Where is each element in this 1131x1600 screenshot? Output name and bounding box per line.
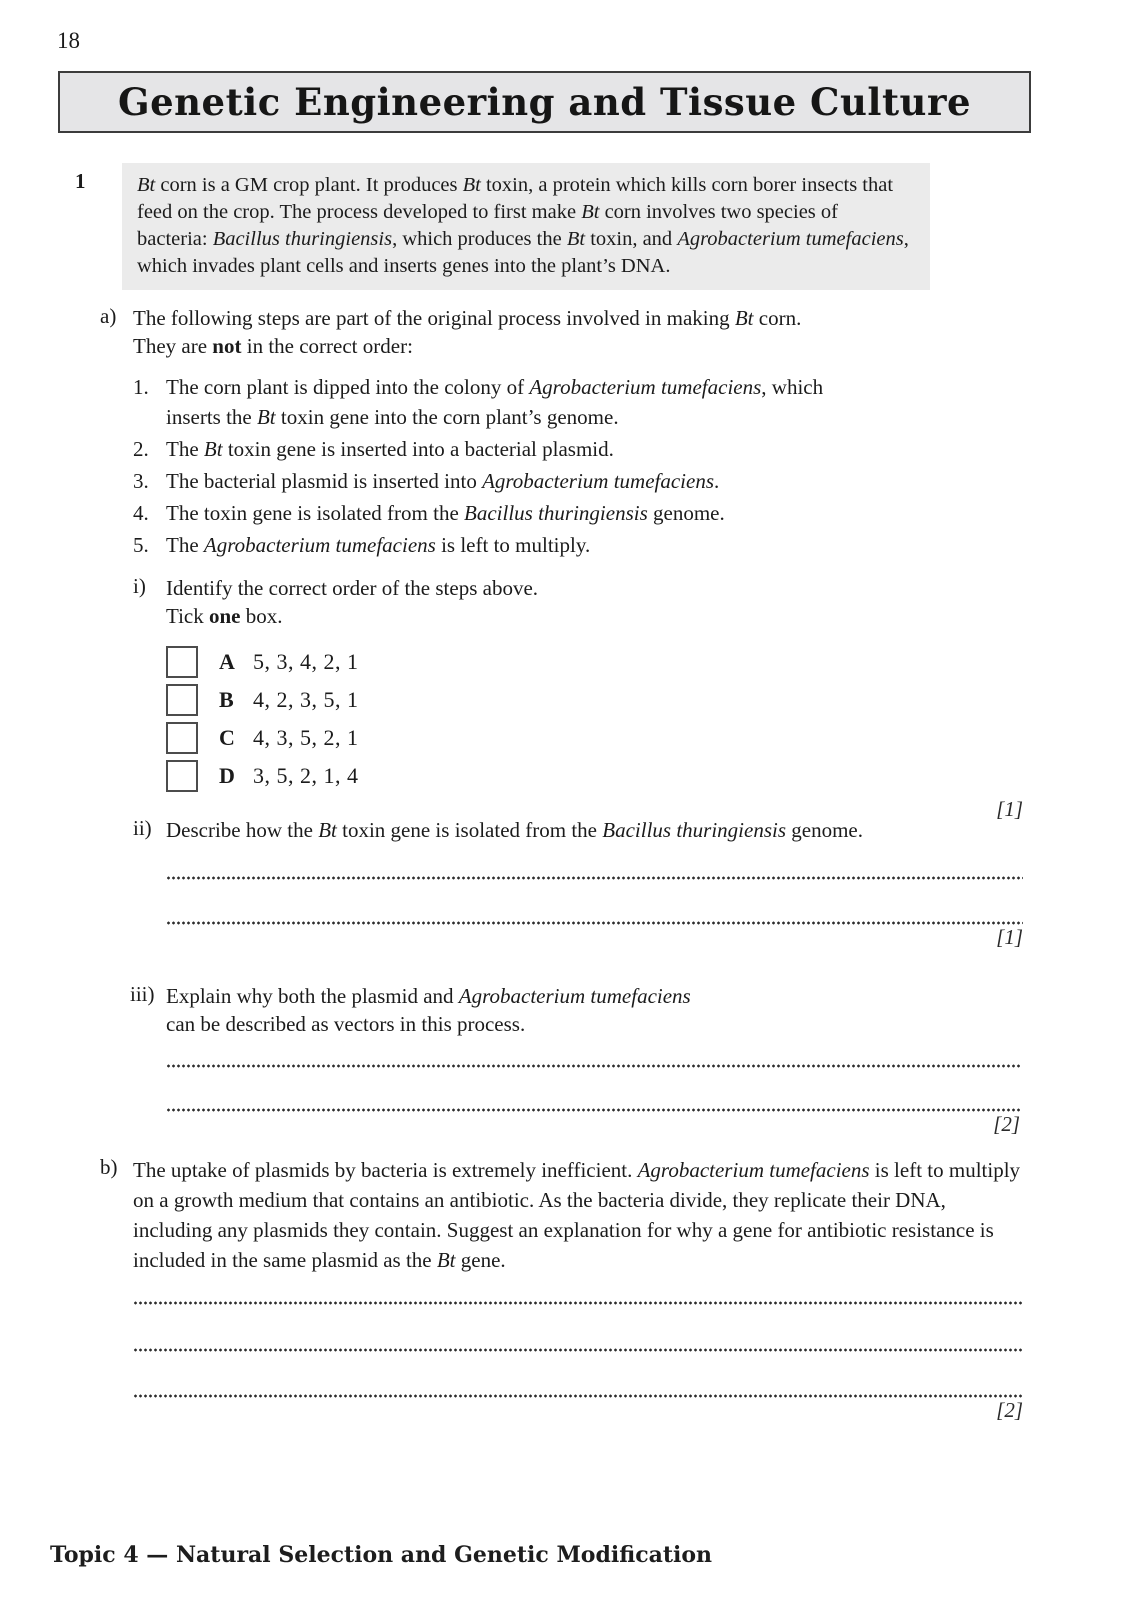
step-text: The corn plant is dipped into the colony of Agrobacterium tumefaciens, which inserts the Bt toxin gene into the corn plant’s genome. [166, 375, 824, 429]
step-text: The Agrobacterium tumefaciens is left to multiply. [166, 533, 591, 557]
step-item-3 [133, 466, 1023, 496]
part-i-label: i) [133, 574, 146, 598]
mark-part-b: [2] [996, 1398, 1023, 1422]
option-letter: C [219, 724, 235, 750]
answer-line[interactable] [133, 1275, 1023, 1305]
part-a [100, 304, 1023, 360]
part-iii [130, 982, 1020, 1136]
part-i-tick-instruction: Tick one box. [166, 604, 283, 628]
part-ii-prompt: Describe how the Bt toxin gene is isolated from the Bacillus thuringiensis genome. [166, 818, 863, 842]
mark-part-iii: [2] [993, 1112, 1020, 1136]
option-checkbox-c[interactable] [166, 722, 198, 754]
part-ii [133, 816, 1023, 949]
question-intro-box [122, 163, 930, 290]
option-letter: D [219, 762, 235, 788]
option-checkbox-a[interactable] [166, 646, 198, 678]
option-value: 3, 5, 2, 1, 4 [253, 762, 359, 788]
option-value: 5, 3, 4, 2, 1 [253, 648, 359, 674]
part-b-prompt: The uptake of plasmids by bacteria is extremely inefficient. Agrobacterium tumefaciens is left to multiply on a growth medium that contains an antibiotic. As the bacteria divide, they replicate their DNA, including any plasmids they contain. Suggest an explanation for why a gene for antibiotic resistance is included in the same plasmid as the Bt gene. [133, 1158, 1021, 1272]
options-list [166, 645, 1023, 792]
option-row-c [166, 721, 1023, 754]
option-row-a [166, 645, 1023, 678]
answer-line[interactable] [133, 1305, 1023, 1352]
mark-part-i: [1] [996, 797, 1023, 821]
step-number: 1. [133, 375, 149, 399]
option-row-b [166, 683, 1023, 716]
step-item-1 [133, 372, 1023, 432]
answer-line[interactable] [133, 1352, 1023, 1398]
option-checkbox-b[interactable] [166, 684, 198, 716]
option-value: 4, 2, 3, 5, 1 [253, 686, 359, 712]
steps-list [133, 372, 1023, 562]
part-iii-prompt-line2: can be described as vectors in this process. [166, 1012, 526, 1036]
answer-line[interactable] [166, 1038, 1020, 1068]
title-banner [58, 71, 1031, 133]
part-iii-prompt-line1: Explain why both the plasmid and Agrobacterium tumefaciens [166, 984, 691, 1008]
part-ii-label: ii) [133, 816, 152, 840]
page-number: 18 [57, 28, 80, 53]
part-a-label: a) [100, 304, 117, 328]
topic-footer: Topic 4 — Natural Selection and Genetic Modification [50, 1542, 713, 1568]
answer-line[interactable] [166, 1068, 1020, 1112]
step-number: 5. [133, 533, 149, 557]
page-title: Genetic Engineering and Tissue Culture [118, 80, 971, 124]
step-text: The Bt toxin gene is inserted into a bacterial plasmid. [166, 437, 614, 461]
step-item-4 [133, 498, 1023, 528]
option-letter: B [219, 686, 234, 712]
part-i-prompt: Identify the correct order of the steps above. [166, 576, 539, 600]
option-letter: A [219, 648, 235, 674]
answer-line[interactable] [166, 844, 1023, 880]
mark-part-ii: [1] [996, 925, 1023, 949]
part-i [133, 574, 1023, 821]
step-text: The bacterial plasmid is inserted into Agrobacterium tumefaciens. [166, 469, 720, 493]
step-number: 2. [133, 437, 149, 461]
option-row-d [166, 759, 1023, 792]
step-item-5 [133, 530, 1023, 560]
option-value: 4, 3, 5, 2, 1 [253, 724, 359, 750]
step-number: 4. [133, 501, 149, 525]
question-number: 1 [75, 169, 86, 193]
step-number: 3. [133, 469, 149, 493]
step-text: The toxin gene is isolated from the Bacillus thuringiensis genome. [166, 501, 725, 525]
question-intro-text: Bt corn is a GM crop plant. It produces Bt toxin, a protein which kills corn borer insects that feed on the crop. The process developed to first make Bt corn involves two species of bacteria: Bacillus thuringiensis, which produces the Bt toxin, and Agrobacterium tumefaciens, which invades plant cells and inserts genes into the plant’s DNA. [137, 174, 909, 277]
answer-line[interactable] [166, 880, 1023, 925]
option-checkbox-d[interactable] [166, 760, 198, 792]
step-item-2 [133, 434, 1023, 464]
part-a-prompt-line2: They are not in the correct order: [133, 334, 413, 358]
part-b-label: b) [100, 1155, 118, 1179]
part-a-prompt-line1: The following steps are part of the original process involved in making Bt corn. [133, 306, 802, 330]
part-iii-label: iii) [130, 982, 155, 1006]
part-b [100, 1155, 1023, 1422]
